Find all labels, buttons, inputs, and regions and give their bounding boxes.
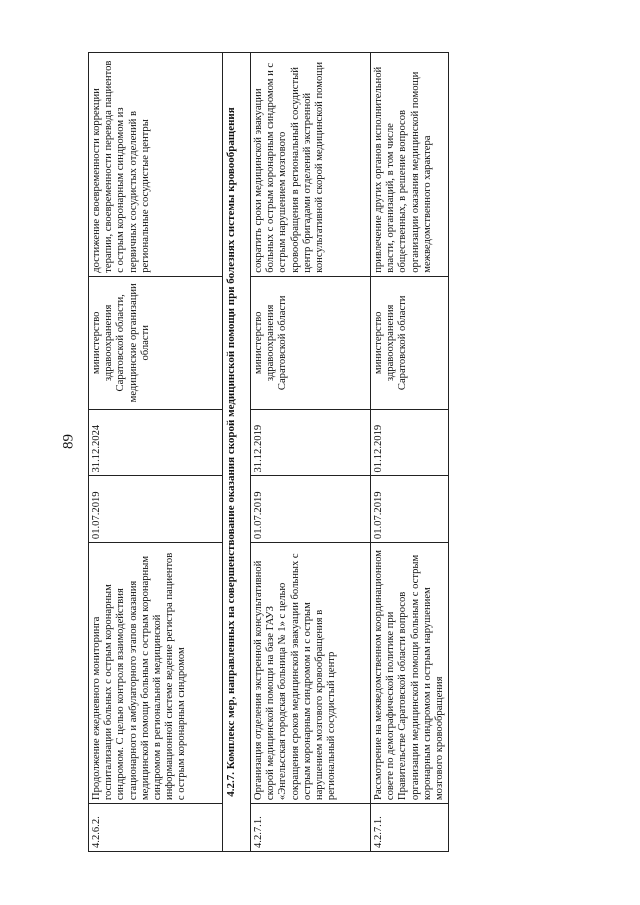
measures-table	[88, 52, 449, 852]
section-heading-row	[223, 53, 251, 852]
responsible-text: министерство здравоохранения Саратовской области	[251, 276, 371, 409]
end-date: 31.12.2019	[251, 409, 371, 476]
table-row	[251, 53, 371, 852]
section-heading: 4.2.7. Комплекс мер, направленных на совершенствование оказания скорой медицинской помощи при болезнях системы кровообращения	[223, 53, 251, 852]
start-date: 01.07.2019	[89, 476, 223, 543]
end-date: 01.12.2019	[371, 409, 449, 476]
measure-text: Рассмотрение на межведомственном координационном совете по демографической политике при Правительстве Саратовской области вопросов организации медицинской помощи больным с острым коронарным синдромом и острым нарушением мозгового кровообращения	[371, 543, 449, 804]
row-number: 4.2.7.1.	[251, 804, 371, 852]
measure-text: Организация отделения экстренной консультативной скорой медицинской помощи на базе ГАУЗ «Энгельсская городская больница № 1» с целью сокращения сроков медицинской эвакуации больных с острым коронарным синдромом и с острым нарушением мозгового кровообращения в региональный сосудистый центр	[251, 543, 371, 804]
result-text: достижение своевременности коррекции терапии, своевременности перевода пациентов с острым коронарным синдромом из первичных сосудистых отделений в региональные сосудистые центры	[89, 53, 223, 277]
start-date: 01.07.2019	[371, 476, 449, 543]
start-date: 01.07.2019	[251, 476, 371, 543]
end-date: 31.12.2024	[89, 409, 223, 476]
row-number: 4.2.6.2.	[89, 804, 223, 852]
row-number: 4.2.7.1.	[371, 804, 449, 852]
responsible-text: министерство здравоохранения Саратовской области	[371, 276, 449, 409]
page-number: 89	[60, 434, 77, 449]
measure-text: Продолжение ежедневного мониторинга госпитализации больных с острым коронарным синдромом. С целью контроля взаимодействия стационарного и амбулаторного этапов оказания медицинской помощи больным с острым коронарным синдромом в региональной медицинской информационной системе ведение регистра пациентов с острым коронарным синдромом	[89, 543, 223, 804]
table-row	[371, 53, 449, 852]
result-text: привлечение других органов исполнительной власти, организаций, в том числе общественных, в решение вопросов организации оказания медицинской помощи межведомственного характера	[371, 53, 449, 277]
result-text: сократить сроки медицинской эвакуации больных с острым коронарным синдромом и с острым нарушением мозгового кровообращения в региональный сосудистый центр бригадами отделений экстренной консультативной скорой медицинской помощи	[251, 53, 371, 277]
rotated-table-container	[88, 52, 446, 852]
table-row	[89, 53, 223, 852]
responsible-text: министерство здравоохранения Саратовской области, медицинские организации области	[89, 276, 223, 409]
